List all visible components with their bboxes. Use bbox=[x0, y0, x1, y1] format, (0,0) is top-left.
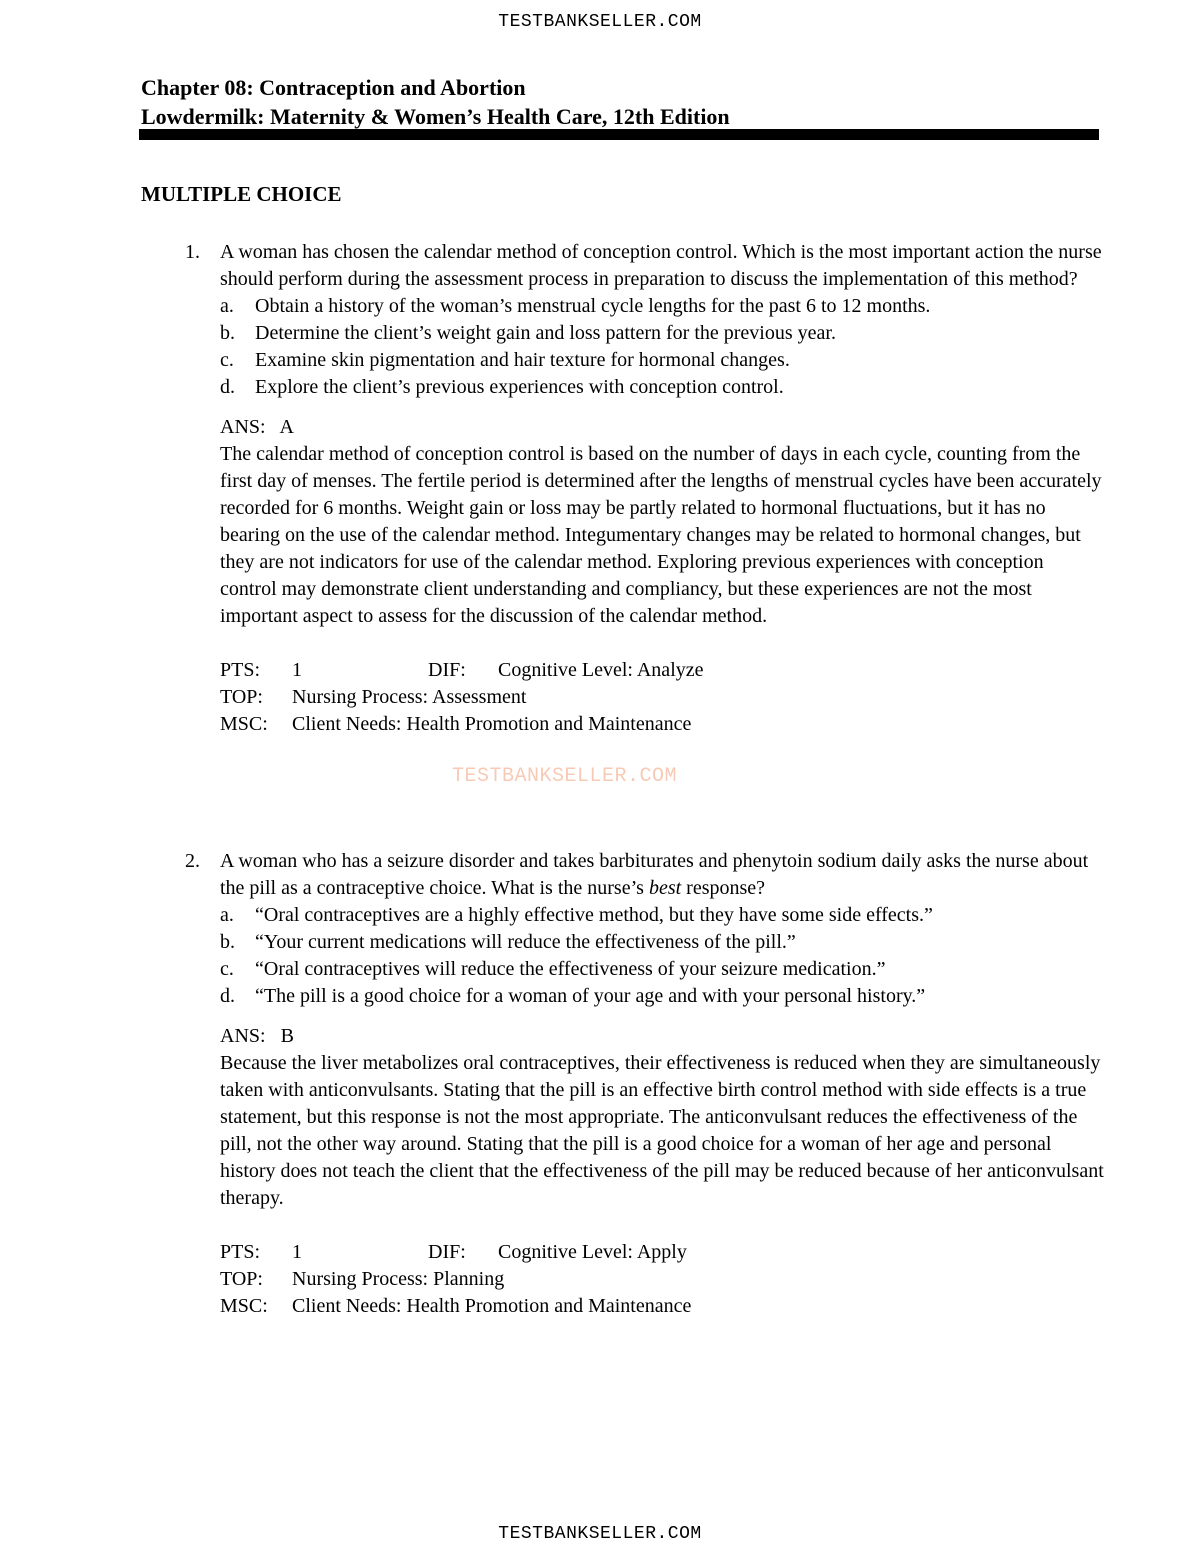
choice-letter: a. bbox=[220, 295, 234, 317]
msc-value: Client Needs: Health Promotion and Maintenance bbox=[292, 713, 692, 735]
answer-line bbox=[220, 1023, 1105, 1050]
dif-label: DIF: bbox=[428, 1241, 466, 1263]
question-2 bbox=[185, 848, 1105, 1320]
msc-label: MSC: bbox=[220, 1295, 268, 1317]
dif-value: Cognitive Level: Apply bbox=[498, 1241, 687, 1263]
answer-label: ANS: bbox=[220, 1025, 266, 1047]
question-metadata bbox=[220, 657, 1105, 738]
choice-text: Examine skin pigmentation and hair texture for hormonal changes. bbox=[255, 349, 790, 371]
section-title: MULTIPLE CHOICE bbox=[141, 182, 342, 206]
watermark-text: TESTBANKSELLER.COM bbox=[452, 765, 678, 788]
dif-label: DIF: bbox=[428, 659, 466, 681]
question-stem bbox=[220, 848, 1105, 902]
msc-label: MSC: bbox=[220, 713, 268, 735]
choice-letter: a. bbox=[220, 904, 234, 926]
choice-letter: c. bbox=[220, 958, 234, 980]
top-value: Nursing Process: Planning bbox=[292, 1268, 505, 1290]
dif-value: Cognitive Level: Analyze bbox=[498, 659, 704, 681]
choice-d bbox=[220, 374, 1105, 401]
choice-text: “Your current medications will reduce the effectiveness of the pill.” bbox=[255, 931, 796, 953]
pts-label: PTS: bbox=[220, 1241, 261, 1263]
answer-line bbox=[220, 414, 1105, 441]
top-label: TOP: bbox=[220, 686, 263, 708]
choice-text: “The pill is a good choice for a woman of your age and with your personal history.” bbox=[255, 985, 926, 1007]
choice-d bbox=[220, 983, 1105, 1010]
pts-label: PTS: bbox=[220, 659, 261, 681]
question-stem-end: response? bbox=[681, 877, 766, 899]
choice-c bbox=[220, 956, 1105, 983]
pts-value: 1 bbox=[292, 659, 302, 681]
answer-label: ANS: bbox=[220, 416, 266, 438]
msc-value: Client Needs: Health Promotion and Maintenance bbox=[292, 1295, 692, 1317]
rationale: The calendar method of conception control is based on the number of days in each cycle, counting from the first day of menses. The fertile period is determined after the lengths of menstrual cycles have been accurately recorded for 6 months. Weight gain or loss may be partly related to hormonal fluctuations, but it has no bearing on the use of the calendar method. Integumentary changes may be related to hormonal changes, but they are not indicators for use of the calendar method. Exploring previous experiences with conception control may demonstrate client understanding and compliancy, but these experiences are not the most important aspect to assess for the discussion of the calendar method. bbox=[220, 443, 1102, 627]
choice-text: Obtain a history of the woman’s menstrual cycle lengths for the past 6 to 12 months. bbox=[255, 295, 931, 317]
top-label: TOP: bbox=[220, 1268, 263, 1290]
choice-list bbox=[220, 293, 1105, 401]
choice-a bbox=[220, 902, 1105, 929]
choice-text: “Oral contraceptives are a highly effective method, but they have some side effects.” bbox=[255, 904, 933, 926]
chapter-title: Chapter 08: Contraception and Abortion bbox=[141, 75, 526, 100]
choice-letter: d. bbox=[220, 985, 235, 1007]
choice-letter: c. bbox=[220, 349, 234, 371]
choice-text: Determine the client’s weight gain and loss pattern for the previous year. bbox=[255, 322, 836, 344]
choice-text: Explore the client’s previous experiences with conception control. bbox=[255, 376, 784, 398]
question-stem: A woman has chosen the calendar method of conception control. Which is the most important action the nurse should perform during the assessment process in preparation to discuss the implementation of this method? bbox=[220, 241, 1102, 290]
answer-value: B bbox=[280, 1025, 294, 1047]
question-1 bbox=[185, 239, 1105, 738]
header-site-name: TESTBANKSELLER.COM bbox=[498, 12, 702, 32]
book-title: Lowdermilk: Maternity & Women’s Health Care, 12th Edition bbox=[141, 104, 730, 129]
choice-b bbox=[220, 320, 1105, 347]
choice-letter: b. bbox=[220, 931, 235, 953]
rationale: Because the liver metabolizes oral contraceptives, their effectiveness is reduced when they are simultaneously taken with anticonvulsants. Stating that the pill is an effective birth control method with side effects is a true statement, but this response is not the most appropriate. The anticonvulsant reduces the effectiveness of the pill, not the other way around. Stating that the pill is a good choice for a woman of her age and personal history does not teach the client that the effectiveness of the pill may be reduced because of her anticonvulsant therapy. bbox=[220, 1052, 1104, 1209]
question-number: 1. bbox=[185, 241, 200, 263]
title-divider bbox=[139, 129, 1099, 140]
question-number: 2. bbox=[185, 850, 200, 872]
choice-b bbox=[220, 929, 1105, 956]
choice-c bbox=[220, 347, 1105, 374]
footer-site-name: TESTBANKSELLER.COM bbox=[498, 1524, 702, 1544]
choice-letter: d. bbox=[220, 376, 235, 398]
pts-value: 1 bbox=[292, 1241, 302, 1263]
choice-list bbox=[220, 902, 1105, 1010]
title-block bbox=[141, 73, 1101, 131]
choice-a bbox=[220, 293, 1105, 320]
question-metadata bbox=[220, 1239, 1105, 1320]
top-value: Nursing Process: Assessment bbox=[292, 686, 527, 708]
answer-value: A bbox=[279, 416, 294, 438]
choice-letter: b. bbox=[220, 322, 235, 344]
question-stem-emphasis: best bbox=[648, 877, 682, 899]
choice-text: “Oral contraceptives will reduce the effectiveness of your seizure medication.” bbox=[255, 958, 886, 980]
question-stem-start: A woman who has a seizure disorder and takes barbiturates and phenytoin sodium daily asks the nurse about the pill as a contraceptive choice. What is the nurse’s bbox=[220, 850, 1089, 899]
